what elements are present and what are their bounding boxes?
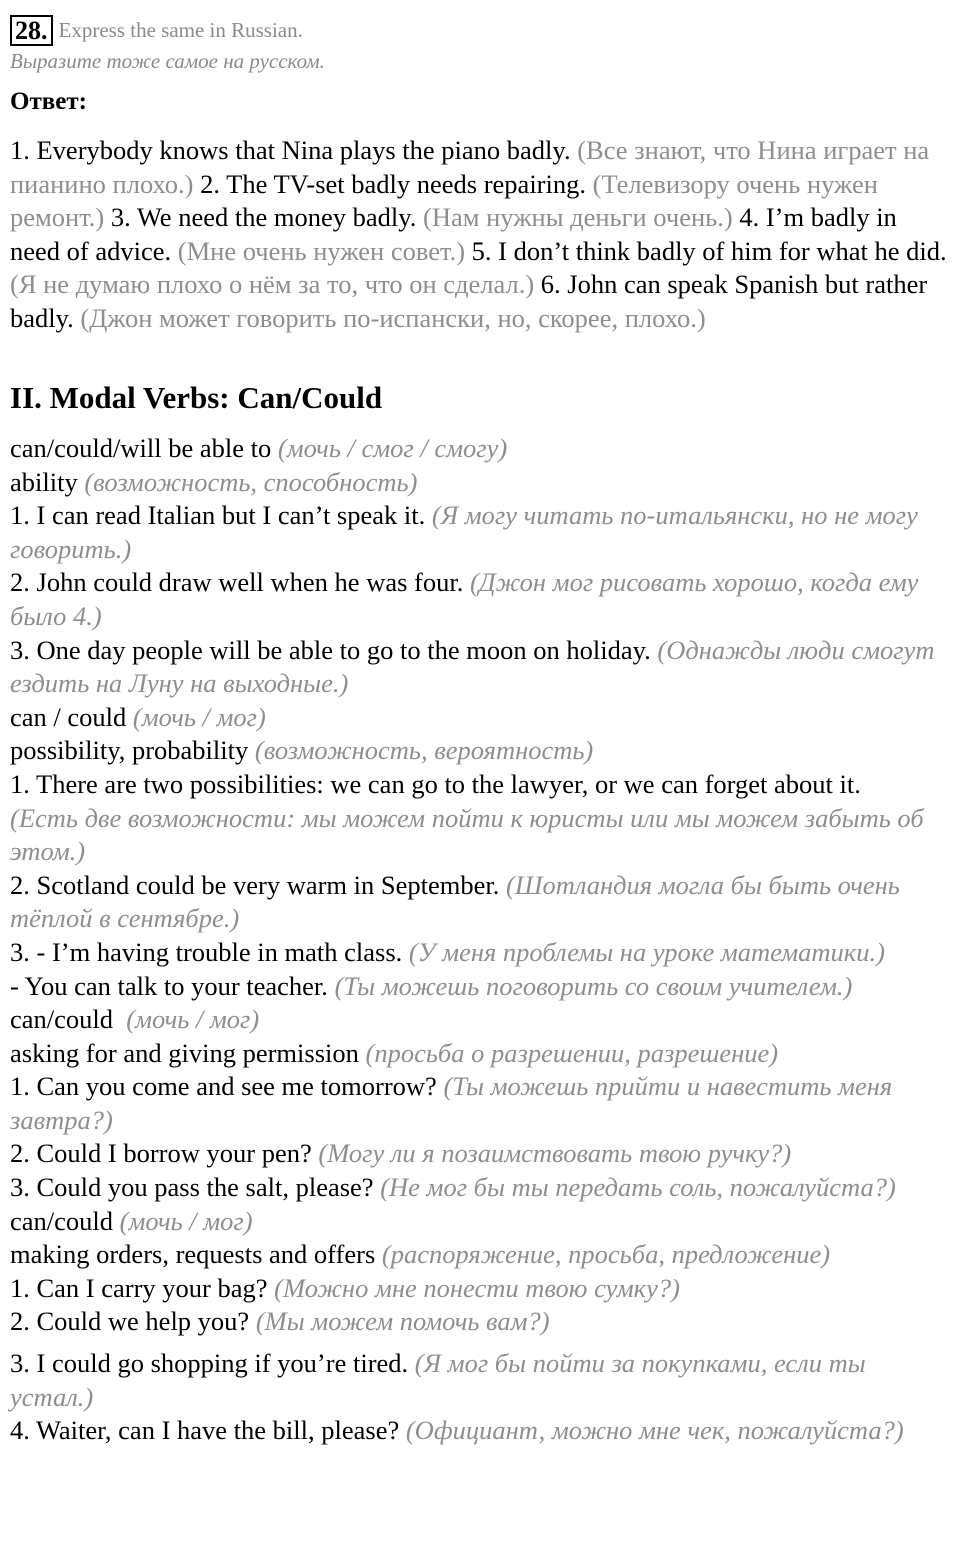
- exercise-number: 28.: [10, 15, 53, 46]
- example-en: 3. Could you pass the salt, please?: [10, 1172, 374, 1203]
- example-ru: (У меня проблемы на уроке математики.): [408, 936, 885, 967]
- answer-4-en: 4. I’m badly in need of advice.: [10, 202, 897, 266]
- example-en: 3. One day people will be able to go to the moon on holiday.: [10, 634, 651, 665]
- example-ru: (Есть две возможности: мы можем пойти к юристы или мы можем забыть об этом.): [10, 802, 924, 867]
- use-ru: (просьба о разрешении, разрешение): [365, 1037, 779, 1068]
- example-item: [10, 970, 955, 1004]
- answer-3-ru: (Нам нужны деньги очень.): [423, 202, 733, 233]
- use-line: [10, 734, 955, 768]
- example-en: 4. Waiter, can I have the bill, please?: [10, 1415, 400, 1446]
- use-line: [10, 466, 955, 500]
- example-item: [10, 1272, 955, 1306]
- example-en: 1. Can I carry your bag?: [10, 1272, 268, 1303]
- exercise-title-ru: Выразите тоже самое на русском.: [10, 49, 325, 73]
- example-ru: (Шотландия могла бы быть очень тёплой в сентябре.): [10, 869, 900, 934]
- answer-5-en: 5. I don’t think badly of him for what he did.: [471, 235, 947, 266]
- example-item: [10, 1347, 955, 1414]
- use-en: ability: [10, 466, 78, 497]
- answer-6-en: 6. John can speak Spanish but rather badly.: [10, 269, 928, 333]
- example-item: [10, 566, 955, 633]
- example-ru: (Ты можешь поговорить со своим учителем.): [334, 970, 853, 1001]
- answer-5-ru: (Я не думаю плохо о нём за то, что он сделал.): [10, 269, 535, 300]
- example-en: 2. John could draw well when he was four.: [10, 567, 464, 598]
- form-en: can / could: [10, 701, 127, 732]
- modal-verbs-section: [10, 432, 955, 1448]
- form-line: [10, 1205, 955, 1239]
- example-item: [10, 1171, 955, 1205]
- form-line: [10, 701, 955, 735]
- answer-1-en: 1. Everybody knows that Nina plays the piano badly.: [10, 135, 571, 165]
- example-ru: (Джон мог рисовать хорошо, когда ему было 4.): [10, 567, 919, 631]
- form-en: can/could: [10, 1004, 114, 1035]
- answer-2-en: 2. The TV-set badly needs repairing.: [200, 168, 586, 199]
- example-item: [10, 1070, 955, 1137]
- example-en: 3. I could go shopping if you’re tired.: [10, 1348, 409, 1379]
- example-ru: (Я могу читать по-итальянски, но не могу говорить.): [10, 500, 918, 564]
- example-en: 2. Scotland could be very warm in September.: [10, 869, 500, 900]
- use-ru: (распоряжение, просьба, предложение): [381, 1239, 831, 1270]
- example-item: [10, 936, 955, 970]
- example-ru: (Ты можешь прийти и навестить меня завтра?): [10, 1071, 893, 1135]
- use-line: [10, 1037, 955, 1071]
- form-line: [10, 1003, 955, 1037]
- form-ru: (мочь / мог): [132, 701, 266, 732]
- example-item: [10, 499, 955, 566]
- example-en: 2. Could we help you?: [10, 1306, 250, 1337]
- example-en: 2. Could I borrow your pen?: [10, 1138, 312, 1169]
- example-en: 3. - I’m having trouble in math class.: [10, 936, 403, 967]
- use-en: asking for and giving permission: [10, 1037, 359, 1068]
- use-en: making orders, requests and offers: [10, 1239, 376, 1270]
- example-ru: (Могу ли я позаимствовать твою ручку?): [318, 1138, 792, 1169]
- form-en: can/could/will be able to: [10, 433, 272, 463]
- answer-label: Ответ:: [10, 88, 87, 115]
- example-en: 1. Can you come and see me tomorrow?: [10, 1071, 437, 1102]
- answer-6-ru: (Джон может говорить по-испански, но, скорее, плохо.): [80, 302, 706, 333]
- example-item: [10, 768, 955, 869]
- example-en: - You can talk to your teacher.: [10, 970, 328, 1001]
- form-ru: (мочь / мог): [119, 1205, 253, 1236]
- example-item: [10, 1137, 955, 1171]
- form-line: [10, 432, 955, 466]
- answer-4-ru: (Мне очень нужен совет.): [177, 235, 466, 266]
- answer-3-en: 3. We need the money badly.: [110, 202, 417, 233]
- form-en: can/could: [10, 1205, 114, 1236]
- use-line: [10, 1238, 955, 1272]
- example-en: 1. There are two possibilities: we can go to the lawyer, or we can forget about it.: [10, 768, 861, 799]
- exercise-title-en: Express the same in Russian.: [58, 18, 303, 42]
- use-ru: (возможность, способность): [84, 466, 418, 497]
- example-ru: (Не мог бы ты передать соль, пожалуйста?): [380, 1172, 896, 1203]
- example-ru: (Официант, можно мне чек, пожалуйста?): [405, 1415, 904, 1446]
- use-en: possibility, probability: [10, 735, 249, 766]
- use-ru: (возможность, вероятность): [254, 735, 594, 766]
- section-heading: II. Modal Verbs: Can/Could: [10, 380, 383, 415]
- answer-2-ru: (Телевизору очень нужен ремонт.): [10, 168, 878, 233]
- example-item: [10, 869, 955, 936]
- example-item: [10, 1305, 955, 1339]
- answer-paragraph: [10, 134, 950, 336]
- form-ru: (мочь / смог / смогу): [277, 433, 508, 463]
- form-ru: (мочь / мог): [126, 1004, 260, 1035]
- example-ru: (Однажды люди смогут ездить на Луну на выходные.): [10, 634, 935, 699]
- example-ru: (Я мог бы пойти за покупками, если ты устал.): [10, 1348, 866, 1412]
- example-ru: (Мы можем помочь вам?): [255, 1306, 550, 1337]
- example-en: 1. I can read Italian but I can’t speak it.: [10, 500, 426, 531]
- answer-1-ru: (Все знают, что Нина играет на пианино плохо.): [10, 135, 930, 199]
- exercise-header: [10, 15, 303, 46]
- example-item: [10, 1414, 955, 1448]
- example-item: [10, 634, 955, 701]
- example-ru: (Можно мне понести твою сумку?): [274, 1272, 680, 1303]
